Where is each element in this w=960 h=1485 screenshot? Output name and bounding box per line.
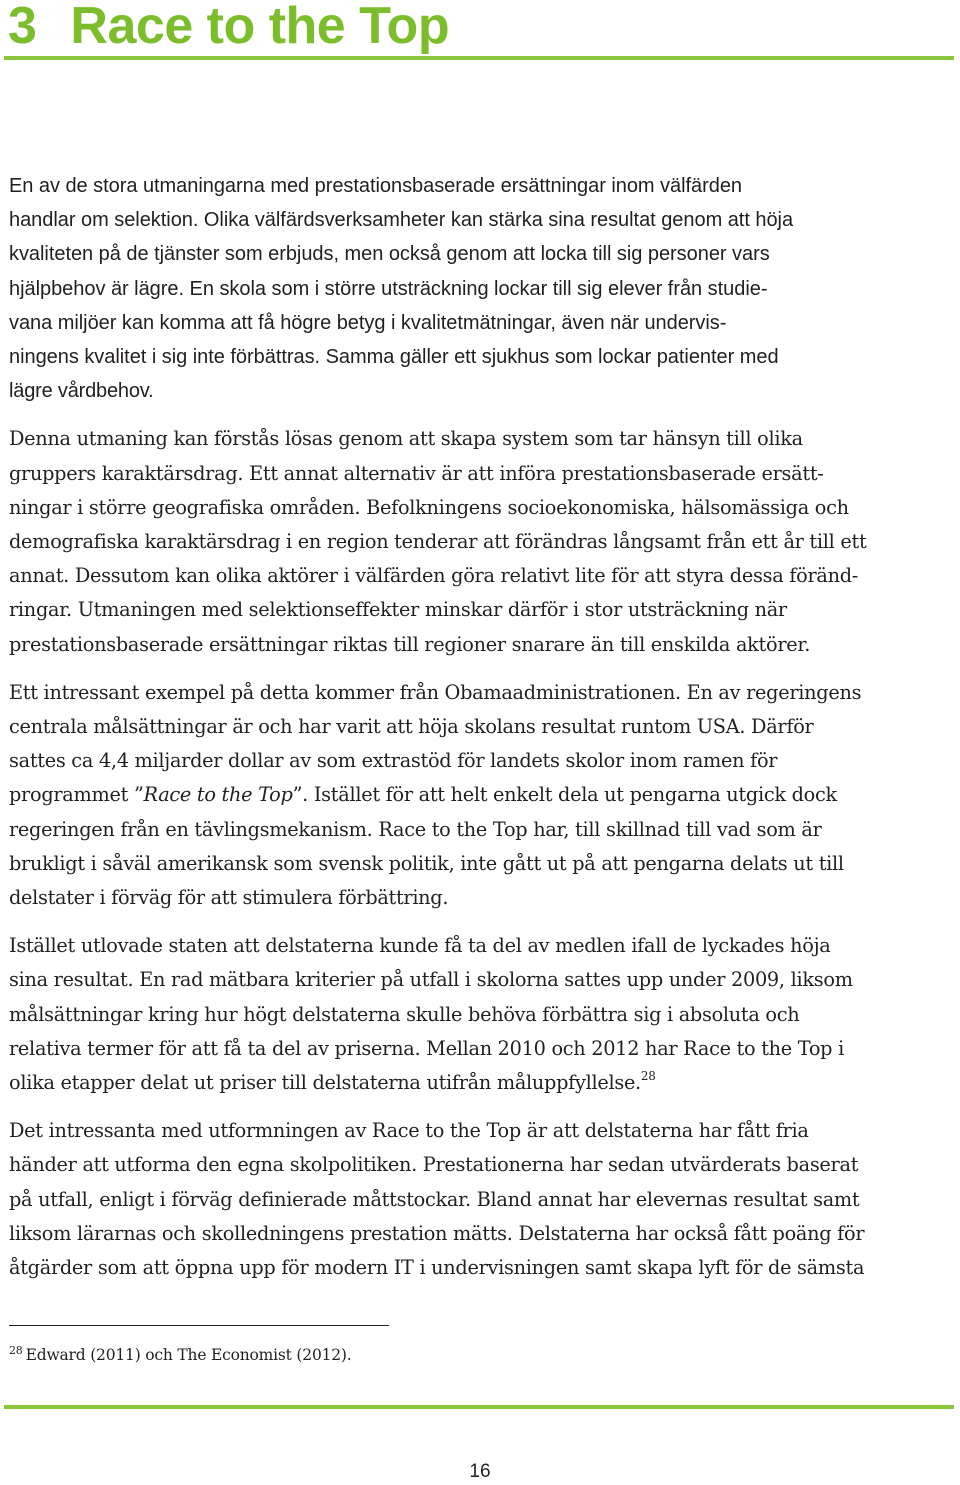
text-line: brukligt i såväl amerikansk som svensk politik, inte gått ut på att pengarna delats ut till <box>9 851 844 875</box>
footnote-number: 28 <box>9 1344 23 1357</box>
chapter-title-text: Race to the Top <box>70 0 450 55</box>
paragraph-3 <box>9 676 954 915</box>
body-text <box>9 169 954 1299</box>
text-line: lägre vårdbehov. <box>9 380 154 403</box>
text-line: demografiska karaktärsdrag i en region tenderar att förändras långsamt från ett år till ett <box>9 530 867 554</box>
text-line: En av de stora utmaningarna med prestationsbaserade ersättningar inom välfärden <box>9 175 742 197</box>
paragraph-2 <box>9 422 954 661</box>
text-line: målsättningar kring hur högt delstaterna skulle behöva förbättra sig i absoluta och <box>9 1002 800 1026</box>
text-line: Istället utlovade staten att delstaterna kunde få ta del av medlen ifall de lyckades höja <box>9 934 831 958</box>
text-line <box>9 1066 954 1100</box>
footnote-divider <box>9 1325 389 1326</box>
text-line: Denna utmaning kan förstås lösas genom att skapa system som tar hänsyn till olika <box>9 427 803 451</box>
text-line: gruppers karaktärsdrag. Ett annat alternativ är att införa prestationsbaserade ersätt- <box>9 461 824 485</box>
footer-divider <box>4 1405 954 1409</box>
text-line: kvaliteten på de tjänster som erbjuds, men också genom att locka till sig personer vars <box>9 243 770 266</box>
text-segment: olika etapper delat ut priser till delstaterna utifrån måluppfyllelse. <box>9 1071 641 1095</box>
text-line: vana miljöer kan komma att få högre betyg i kvalitetmätningar, även när undervis- <box>9 311 727 334</box>
text-line: på utfall, enligt i förväg definierade måttstockar. Bland annat har elevernas resultat samt <box>9 1187 860 1211</box>
text-line: liksom lärarnas och skolledningens prestation mätts. Delstaterna har också fått poäng för <box>9 1221 865 1245</box>
text-line: centrala målsättningar är och har varit att höja skolans resultat runtom USA. Därför <box>9 715 814 739</box>
text-line: ringar. Utmaningen med selektionseffekter minskar därför i stor utsträckning när <box>9 598 787 622</box>
text-line: handlar om selektion. Olika välfärdsverksamheter kan stärka sina resultat genom att höja <box>9 209 794 232</box>
paragraph-4 <box>9 929 954 1100</box>
text-line: Ett intressant exempel på detta kommer från Obamaadministrationen. En av regeringens <box>9 680 862 704</box>
text-line: relativa termer för att få ta del av priserna. Mellan 2010 och 2012 har Race to the Top i <box>9 1036 844 1060</box>
paragraph-1 <box>9 169 954 408</box>
text-line: delstater i förväg för att stimulera förbättring. <box>9 886 449 910</box>
footnote-text: Edward (2011) och The Economist (2012). <box>25 1346 352 1364</box>
text-line: ningar i större geografiska områden. Befolkningens socioekonomiska, hälsomässiga och <box>9 495 849 519</box>
text-line: annat. Dessutom kan olika aktörer i välfärden göra relativt lite för att styra dessa föränd- <box>9 564 859 588</box>
text-line: ningens kvalitet i sig inte förbättras. Samma gäller ett sjukhus som lockar patienter med <box>9 346 779 369</box>
text-line-programme <box>9 778 954 812</box>
text-line: händer att utforma den egna skolpolitiken. Prestationerna har sedan utvärderats baserat <box>9 1153 859 1177</box>
page-number: 16 <box>469 1461 491 1482</box>
text-segment: ”. Istället för att helt enkelt dela ut pengarna utgick dock <box>292 783 837 807</box>
text-line: Det intressanta med utformningen av Race to the Top är att delstaterna har fått fria <box>9 1119 809 1143</box>
text-line: regeringen från en tävlingsmekanism. Race to the Top har, till skillnad till vad som är <box>9 817 822 841</box>
chapter-title <box>8 0 449 58</box>
text-line: sina resultat. En rad mätbara kriterier på utfall i skolorna sattes upp under 2009, liksom <box>9 968 853 992</box>
text-segment: programmet ” <box>9 783 144 807</box>
header-divider <box>4 56 954 60</box>
programme-name: Race to the Top <box>143 783 293 807</box>
text-line: åtgärder som att öppna upp för modern IT i undervisningen samt skapa lyft för de sämsta <box>9 1256 865 1280</box>
chapter-number: 3 <box>8 0 37 55</box>
text-line: prestationsbaserade ersättningar riktas till regioner snarare än till enskilda aktörer. <box>9 632 811 656</box>
text-line: sattes ca 4,4 miljarder dollar av som extrastöd för landets skolor inom ramen för <box>9 749 778 773</box>
paragraph-5 <box>9 1114 954 1285</box>
footnote-reference[interactable]: 28 <box>640 1069 656 1084</box>
text-line: hjälpbehov är lägre. En skola som i större utsträckning lockar till sig elever från studie- <box>9 277 768 300</box>
footnote <box>9 1342 352 1368</box>
